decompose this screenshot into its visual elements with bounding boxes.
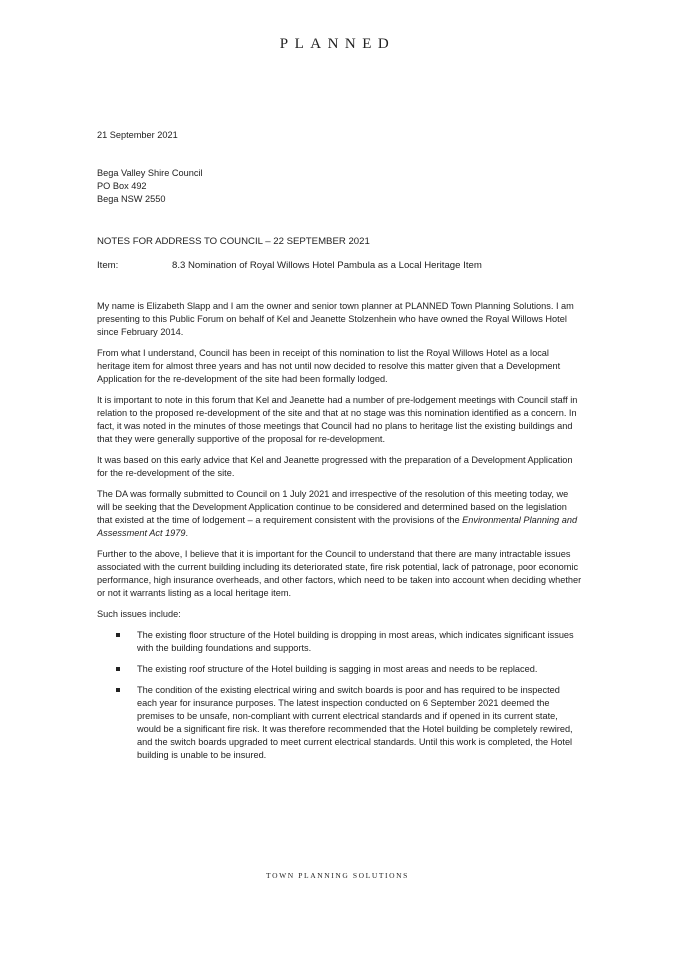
recipient-address [97,167,582,206]
body-paragraph: It was based on this early advice that Kel and Jeanette progressed with the preparation of a Development Application for the re-development of the site. [97,455,573,478]
letterhead-footer: TOWN PLANNING SOLUTIONS [266,871,409,880]
issues-intro: Such issues include: [97,609,181,619]
list-item-text: The existing roof structure of the Hotel building is sagging in most areas and needs to be replaced. [137,664,538,674]
da-paragraph-text: The DA was formally submitted to Council on 1 July 2021 and irrespective of the resolution of this meeting today, we will be seeking that the Development Application continue to be considered and determined based on the legislation that existed at the time of lodgement – a requirement consistent with the provisions of the [97,489,569,525]
da-paragraph [97,488,582,540]
list-item-text: The condition of the existing electrical wiring and switch boards is poor and has required to be inspected each year for insurance purposes. The latest inspection conducted on 6 September 2021 deemed the premises to be unsafe, non-compliant with current electrical standards and if opened in its current state, would be a significant fire risk. It was therefore recommended that the Hotel building be completely rewired, and the switch boards upgraded to meet current electrical standards. Until this work is completed, the Hotel building is unable to be insured. [137,685,573,760]
letter-date: 21 September 2021 [97,130,178,140]
letterhead-logo: PLANNED [279,36,396,52]
address-line: Bega NSW 2550 [97,194,166,204]
body-paragraph: From what I understand, Council has been in receipt of this nomination to list the Royal Willows Hotel as a local heritage item for almost three years and has not until now decided to resolve this matter given that a Development Application for the re-development of the site had been formally lodged. [97,348,561,384]
item-label: Item: [97,260,119,271]
body-paragraph: Further to the above, I believe that it is important for the Council to understand that there are many intractable issues associated with the current building including its deteriorated state, fire risk potential, lack of patronage, poor economic performance, high insurance overheads, and other factors, which need to be taken into account when deciding whether or not it warrants listing as a local heritage item. [97,549,582,598]
body-paragraph: My name is Elizabeth Slapp and I am the owner and senior town planner at PLANNED Town Planning Solutions. I am presenting to this Public Forum on behalf of Kel and Jeanette Stolzenhein who have owned the Royal Willows Hotel since February 2014. [97,301,574,337]
list-item [97,629,582,655]
address-line: PO Box 492 [97,181,147,191]
bullet-icon [116,633,120,637]
bullet-icon [116,688,120,692]
list-item [97,684,582,762]
da-paragraph-end: . [185,528,189,538]
letter-heading: NOTES FOR ADDRESS TO COUNCIL – 22 SEPTEMBER 2021 [97,236,370,247]
act-title: Environmental Planning and Assessment Act 1979 [97,515,578,538]
list-item [97,663,582,676]
letter-body [97,129,582,770]
list-item-text: The existing floor structure of the Hotel building is dropping in most areas, which indicates significant issues with the building foundations and supports. [137,630,574,653]
issues-list [97,629,582,762]
body-paragraph: It is important to note in this forum that Kel and Jeanette had a number of pre-lodgement meetings with Council staff in relation to the proposed re-development of the site and that at no stage was this nomination identified as a concern. In fact, it was noted in the minutes of those meetings that Council had no plans to heritage list the existing buildings and that they were generally supportive of the proposal for re-development. [97,395,578,444]
address-line: Bega Valley Shire Council [97,168,203,178]
bullet-icon [116,667,120,671]
item-row [97,259,582,272]
item-title: 8.3 Nomination of Royal Willows Hotel Pambula as a Local Heritage Item [172,260,482,271]
